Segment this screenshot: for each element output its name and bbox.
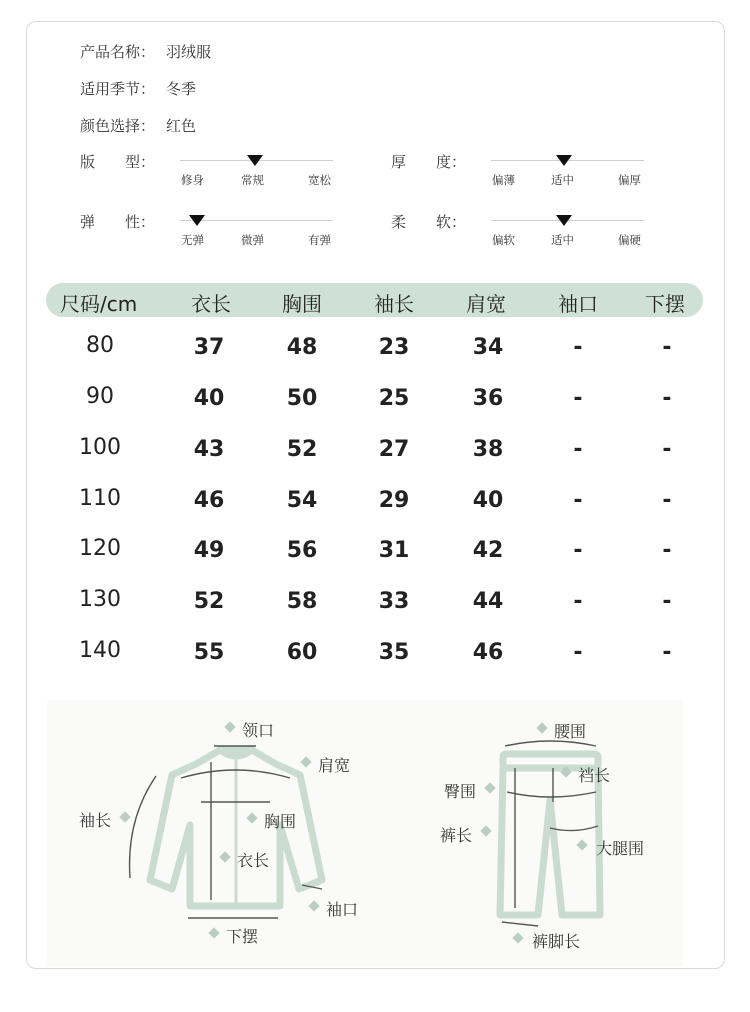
label-length: 衣长 (237, 851, 270, 870)
label-hip: 臀围 (444, 782, 477, 801)
table-cell: 58 (286, 589, 318, 614)
attr-thickness-option: 偏厚 (618, 173, 641, 187)
label-hem: 下摆 (226, 927, 259, 946)
table-cell: 48 (286, 335, 318, 360)
attr-elasticity (80, 211, 380, 261)
attr-fit-option: 宽松 (308, 173, 331, 187)
attr-thickness-label: 厚 度： (391, 153, 467, 171)
table-cell: - (573, 335, 583, 360)
color-label: 颜色选择： (80, 117, 156, 135)
table-cell: - (662, 640, 672, 665)
table-cell: 46 (472, 640, 504, 665)
attr-elasticity-marker-icon (189, 215, 205, 226)
attr-softness-option: 偏硬 (618, 233, 641, 247)
table-cell: 50 (286, 386, 318, 411)
attr-elasticity-option: 有弹 (308, 233, 331, 247)
table-cell: 55 (193, 640, 225, 665)
header-length: 衣长 (191, 292, 231, 316)
table-cell: 56 (286, 538, 318, 563)
table-cell: 36 (472, 386, 504, 411)
product-name-label: 产品名称： (80, 43, 156, 61)
attr-fit-marker-icon (247, 155, 263, 166)
measurement-diagram (47, 700, 683, 966)
product-name-value: 羽绒服 (166, 43, 212, 61)
table-cell: - (662, 589, 672, 614)
attr-elasticity-label: 弹 性： (80, 213, 156, 231)
season-label: 适用季节： (80, 80, 156, 98)
table-cell: 49 (193, 538, 225, 563)
attr-thickness-marker-icon (556, 155, 572, 166)
label-sleeve: 袖长 (79, 811, 112, 830)
table-cell: 54 (286, 488, 318, 513)
table-cell: 44 (472, 589, 504, 614)
table-cell: - (662, 488, 672, 513)
attr-fit (80, 151, 380, 201)
table-cell-size: 110 (79, 486, 121, 511)
header-cuff: 袖口 (558, 292, 598, 316)
header-hem: 下摆 (645, 292, 685, 316)
header-size: 尺码/cm (60, 292, 138, 316)
table-cell: - (662, 437, 672, 462)
table-cell: 40 (472, 488, 504, 513)
label-leg-opening: 裤脚长 (532, 932, 581, 951)
table-cell: - (573, 640, 583, 665)
label-shoulder: 肩宽 (318, 756, 351, 775)
table-cell: 60 (286, 640, 318, 665)
table-cell-size: 100 (79, 435, 121, 460)
attr-fit-label: 版 型： (80, 153, 156, 171)
table-cell: 42 (472, 538, 504, 563)
label-collar: 领口 (242, 721, 275, 740)
attr-softness (391, 211, 691, 261)
attr-softness-option: 偏软 (492, 233, 515, 247)
label-chest: 胸围 (264, 812, 297, 831)
attr-elasticity-option: 微弹 (241, 233, 264, 247)
table-cell: 46 (193, 488, 225, 513)
header-sleeve: 袖长 (374, 292, 414, 316)
table-cell: - (662, 538, 672, 563)
table-cell: - (573, 589, 583, 614)
table-cell: 27 (378, 437, 410, 462)
attr-softness-marker-icon (556, 215, 572, 226)
attr-thickness (391, 151, 691, 201)
label-rise: 裆长 (578, 766, 611, 785)
product-name-row (80, 41, 211, 62)
table-cell: - (573, 538, 583, 563)
color-value: 红色 (166, 117, 197, 135)
table-cell: 52 (193, 589, 225, 614)
header-shoulder: 肩宽 (466, 292, 506, 316)
attr-elasticity-option: 无弹 (181, 233, 204, 247)
table-cell: - (573, 386, 583, 411)
table-cell: 33 (378, 589, 410, 614)
table-cell: 34 (472, 335, 504, 360)
table-cell: 31 (378, 538, 410, 563)
table-cell: 29 (378, 488, 410, 513)
attr-fit-option: 修身 (181, 173, 204, 187)
table-cell: 37 (193, 335, 225, 360)
table-cell: - (662, 386, 672, 411)
table-cell-size: 130 (79, 587, 121, 612)
table-cell-size: 120 (79, 536, 121, 561)
attr-thickness-option: 适中 (551, 173, 574, 187)
table-cell-size: 140 (79, 638, 121, 663)
table-cell: 23 (378, 335, 410, 360)
label-cuff: 袖口 (326, 900, 359, 919)
table-cell-size: 80 (86, 333, 114, 358)
table-cell: - (573, 488, 583, 513)
table-cell-size: 90 (86, 384, 114, 409)
color-row (80, 115, 196, 136)
table-cell: - (662, 335, 672, 360)
label-thigh: 大腿围 (596, 839, 645, 858)
table-cell: 43 (193, 437, 225, 462)
attr-softness-option: 适中 (551, 233, 574, 247)
table-cell: 35 (378, 640, 410, 665)
attr-softness-label: 柔 软： (391, 213, 467, 231)
table-cell: - (573, 437, 583, 462)
season-value: 冬季 (166, 80, 197, 98)
label-pants-length: 裤长 (440, 826, 473, 845)
table-cell: 38 (472, 437, 504, 462)
table-cell: 40 (193, 386, 225, 411)
label-waist: 腰围 (554, 722, 587, 741)
attr-fit-option: 常规 (241, 173, 264, 187)
table-cell: 52 (286, 437, 318, 462)
header-chest: 胸围 (282, 292, 322, 316)
attr-thickness-option: 偏薄 (492, 173, 515, 187)
table-cell: 25 (378, 386, 410, 411)
season-row (80, 78, 196, 99)
